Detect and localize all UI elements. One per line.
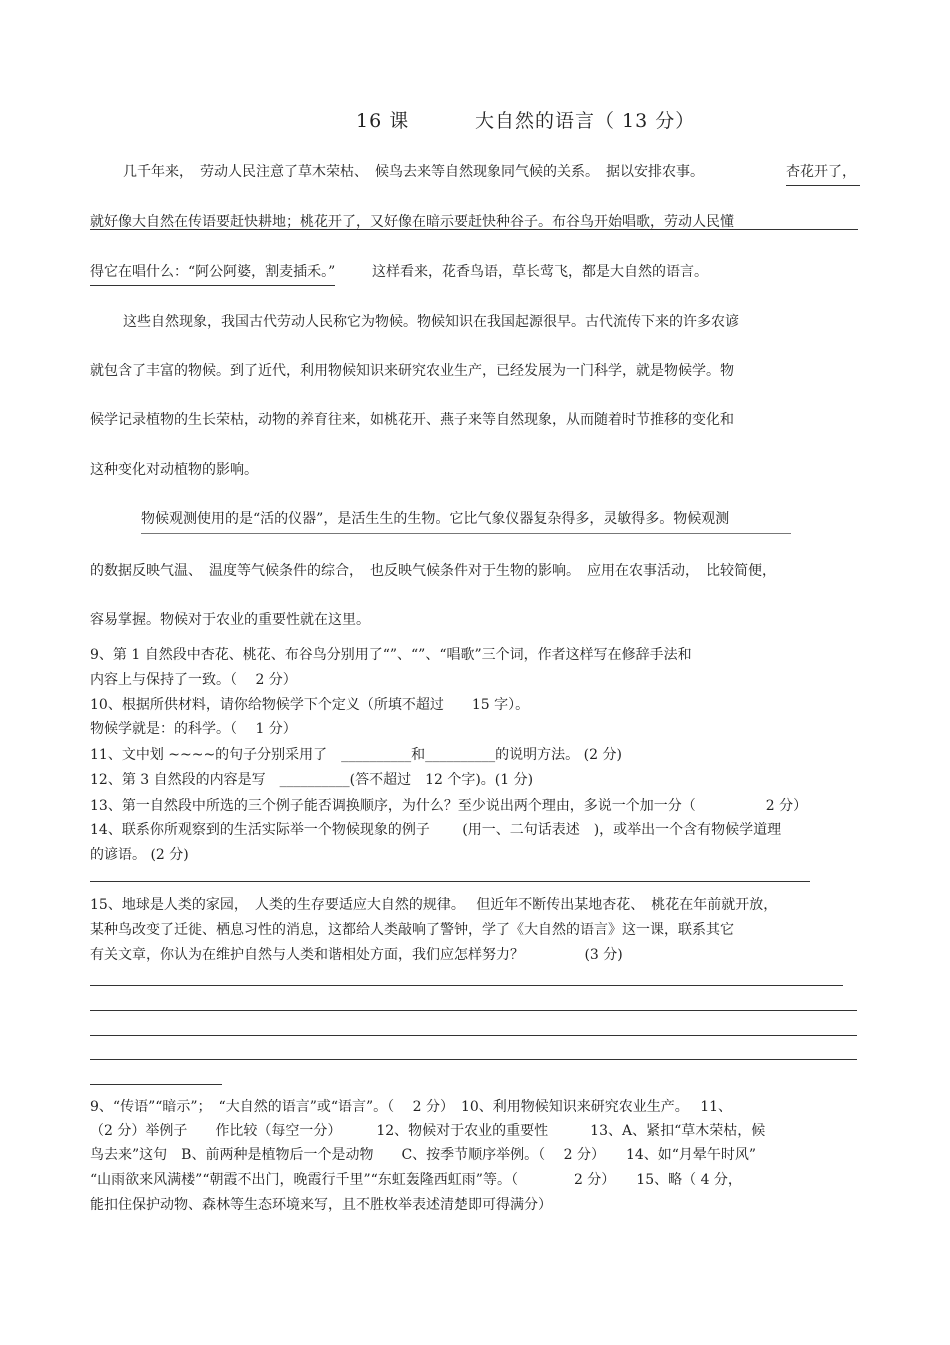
footnote-separator <box>90 1084 222 1085</box>
passage-p1-underlined-start: 杏花开了， <box>786 161 860 186</box>
answer-line-2: （2 分）举例子 作比较（每空一分） 12、物候对于农业的重要性 13、A、紧扣“草木荣枯，候 <box>90 1123 766 1139</box>
answer-line-q15-4[interactable] <box>90 1059 857 1060</box>
question-9-line1: 9、第 1 自然段中杏花、桃花、布谷鸟分别用了“”、“”、“唱歌”三个词，作者这样写在修辞手法和 <box>90 647 692 663</box>
question-15-line1: 15、地球是人类的家园， 人类的生存要适应大自然的规律。 但近年不断传出某地杏花、 桃花在年前就开放， <box>90 897 778 913</box>
lesson-number: 16 课 <box>356 110 410 132</box>
passage-p2-line3: 候学记录植物的生长荣枯，动物的养育往来，如桃花开、燕子来等自然现象，从而随着时节推移的变化和 <box>90 412 734 428</box>
passage-p3-line3: 容易掌握。物候对于农业的重要性就在这里。 <box>90 612 370 628</box>
answer-line-q15-3[interactable] <box>90 1035 857 1036</box>
passage-p3-line1: 物候观测使用的是“活的仪器”，是活生生的生物。它比气象仪器复杂得多，灵敏得多。物候观测 <box>141 508 791 534</box>
passage-p1-line2: 就好像大自然在传语要赶快耕地；桃花开了，又好像在暗示要赶快种谷子。布谷鸟开始唱歌，劳动人民懂 <box>90 214 734 230</box>
question-12: 12、第 3 自然段的内容是写 __________(答不超过 12 个字)。(1 分) <box>90 772 534 788</box>
answer-line-5: 能扣住保护动物、森林等生态环境来写，且不胜枚举表述清楚即可得满分） <box>90 1197 552 1213</box>
page-title: 大自然的语言（ 13 分） <box>475 110 696 132</box>
question-11: 11、文中划 ~~~~的句子分别采用了 __________和__________的说明方法。 (2 分) <box>90 747 622 763</box>
passage-p2-line1: 这些自然现象，我国古代劳动人民称它为物候。物候知识在我国起源很早。古代流传下来的许多农谚 <box>123 314 739 330</box>
answer-line-q14[interactable] <box>90 881 810 882</box>
answer-line-q15-1[interactable] <box>90 985 843 986</box>
question-14-line1: 14、联系你所观察到的生活实际举一个物候现象的例子 (用一、二句话表述 )，或举出一个含有物候学道理 <box>90 822 782 838</box>
answer-line-4: “山雨欲来风满楼”“朝霞不出门，晚霞行千里”“东虹轰隆西虹雨”等。（ 2 分） 15、略（ 4 分， <box>90 1172 742 1188</box>
answer-line-1: 9、“传语”“暗示”； “大自然的语言”或“语言”。（ 2 分） 10、利用物候知识来研究农业生产。 11、 <box>90 1099 733 1115</box>
passage-p1-line3: 这样看来，花香鸟语，草长莺飞，都是大自然的语言。 <box>372 264 708 280</box>
passage-p3-line2: 的数据反映气温、 温度等气候条件的综合， 也反映气候条件对于生物的影响。 应用在农事活动， 比较简便， <box>90 563 776 579</box>
passage-p1-line3-underlined: 得它在唱什么：“阿公阿婆，割麦插禾。” <box>90 261 335 286</box>
question-15-line3: 有关文章，你认为在维护自然与人类和谐相处方面，我们应怎样努力？ (3 分) <box>90 947 623 963</box>
question-10-line1: 10、根据所供材料，请你给物候学下个定义（所填不超过 15 字）。 <box>90 697 530 713</box>
passage-p1-line1: 几千年来， 劳动人民注意了草木荣枯、 候鸟去来等自然现象同气候的关系。 据以安排农事。 <box>123 164 704 180</box>
question-13: 13、第一自然段中所选的三个例子能否调换顺序，为什么？至少说出两个理由，多说一个加一分（ 2 分） <box>90 798 808 814</box>
question-14-line2: 的谚语。 (2 分) <box>90 847 189 863</box>
passage-p2-line2: 就包含了丰富的物候。到了近代，利用物候知识来研究农业生产，已经发展为一门科学，就是物候学。物 <box>90 363 734 379</box>
question-9-line2: 内容上与保持了一致。（ 2 分） <box>90 672 297 688</box>
answer-line-3: 鸟去来”这句 B、前两种是植物后一个是动物 C、按季节顺序举例。（ 2 分） 14、如“月晕午时风” <box>90 1147 757 1163</box>
question-10-line2: 物候学就是：的科学。（ 1 分） <box>90 721 297 737</box>
passage-p2-line4: 这种变化对动植物的影响。 <box>90 462 258 478</box>
question-15-line2: 某种鸟改变了迁徙、栖息习性的消息，这都给人类敲响了警钟，学了《大自然的语言》这一课，联系其它 <box>90 922 734 938</box>
passage-underline <box>90 229 858 230</box>
answer-line-q15-2[interactable] <box>90 1010 857 1011</box>
